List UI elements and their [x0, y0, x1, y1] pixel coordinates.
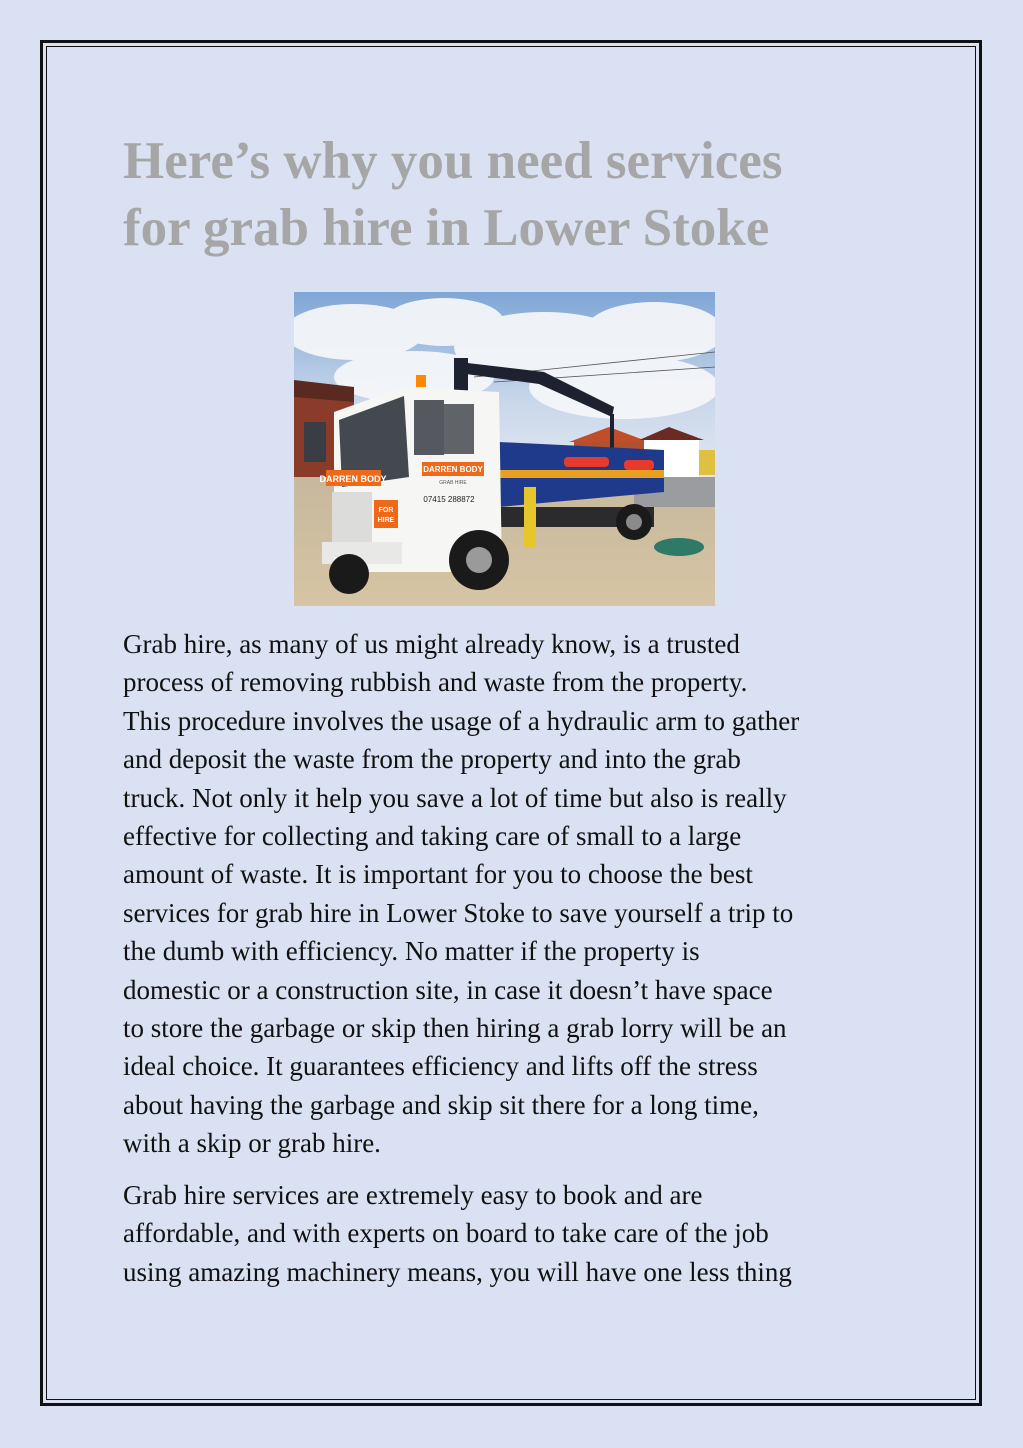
- text-line: services for grab hire in Lower Stoke to save yourself a trip to: [123, 897, 794, 928]
- text-line: effective for collecting and taking care of small to a large: [123, 821, 742, 852]
- text-line: amount of waste. It is important for you to choose the best: [123, 859, 753, 890]
- text-line: about having the garbage and skip sit there for a long time,: [123, 1089, 759, 1120]
- text-line: truck. Not only it help you save a lot of time but also is really: [123, 782, 787, 813]
- text-line: process of removing rubbish and waste from the property.: [123, 667, 748, 698]
- title-line: for grab hire in Lower Stoke: [123, 199, 770, 257]
- text-line: affordable, and with experts on board to take care of the job: [123, 1218, 769, 1249]
- truck-brand-side-text: DARREN BODY: [423, 465, 483, 474]
- article-body: [123, 625, 923, 1291]
- page-title: [123, 128, 923, 262]
- text-line: ideal choice. It guarantees efficiency and lifts off the stress: [123, 1051, 758, 1082]
- text-line: and deposit the waste from the property and into the grab: [123, 744, 741, 775]
- text-line: to store the garbage or skip then hiring a grab lorry will be an: [123, 1013, 787, 1044]
- text-line: This procedure involves the usage of a hydraulic arm to gather: [123, 705, 800, 736]
- truck-phone-text: 07415 288872: [423, 495, 475, 504]
- for-hire-text-2: HIRE: [377, 517, 395, 524]
- text-line: with a skip or grab hire.: [123, 1128, 381, 1159]
- truck-sub-text: GRAB HIRE: [439, 480, 467, 486]
- paragraph-2: [123, 1176, 923, 1291]
- truck-brand-text: DARREN BODY: [319, 474, 387, 484]
- for-hire-text-1: FOR: [378, 507, 394, 514]
- text-line: domestic or a construction site, in case it doesn’t have space: [123, 974, 773, 1005]
- text-line: Grab hire, as many of us might already know, is a trusted: [123, 629, 740, 659]
- text-line: using amazing machinery means, you will have one less thing: [123, 1256, 792, 1287]
- grab-truck-photo: [294, 292, 715, 606]
- text-line: Grab hire services are extremely easy to book and are: [123, 1179, 703, 1210]
- text-line: the dumb with efficiency. No matter if the property is: [123, 936, 700, 967]
- paragraph-1: [123, 625, 923, 1163]
- title-line: Here’s why you need services: [123, 132, 783, 190]
